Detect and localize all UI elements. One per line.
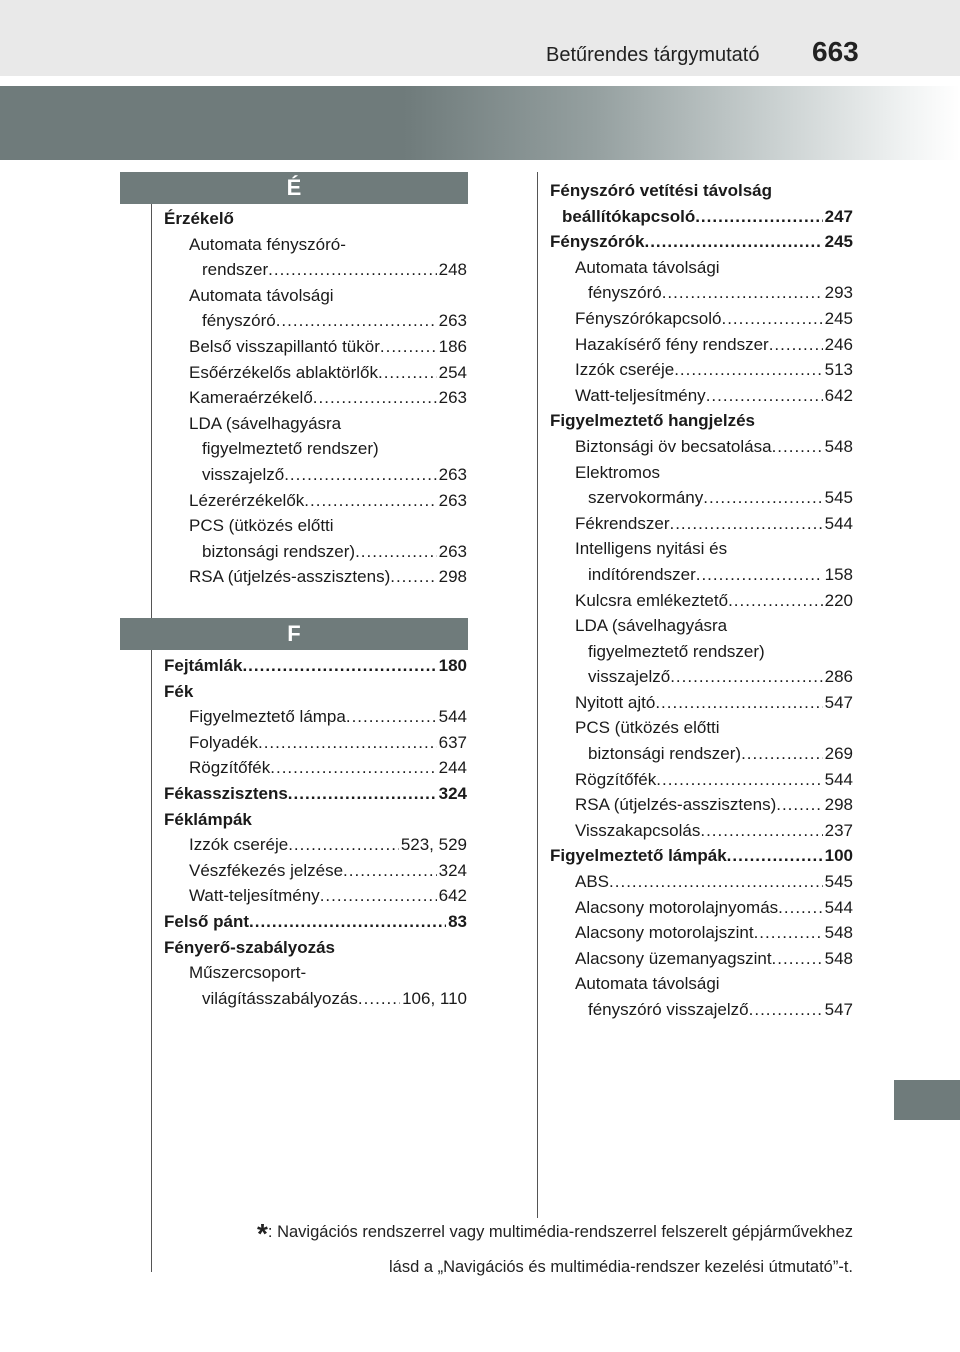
dot-leader	[728, 588, 823, 614]
index-entry-page: 642	[438, 886, 467, 906]
dot-leader	[288, 832, 399, 858]
index-entry-page: 180	[438, 656, 467, 675]
index-entry-page: 298	[438, 567, 467, 587]
index-entry-term: Kameraérzékelő	[189, 388, 313, 408]
left-margin-rule	[151, 172, 152, 1272]
dot-leader	[320, 883, 437, 909]
index-entry-term: LDA (sávelhagyásra	[189, 413, 342, 433]
index-entry-term: figyelmeztető rendszer)	[202, 439, 379, 459]
dot-leader	[609, 869, 823, 895]
index-entry	[550, 562, 853, 588]
index-entry-page: 263	[438, 541, 467, 561]
index-entry-term: Automata távolsági	[575, 257, 720, 277]
index-entry-page: 220	[824, 590, 853, 610]
index-entry	[550, 946, 853, 972]
index-entry	[164, 206, 467, 232]
dot-leader	[313, 385, 437, 411]
index-entry	[550, 408, 853, 434]
index-entry-page: 100	[824, 846, 853, 866]
index-entry-term: PCS (ütközés előtti	[575, 718, 720, 738]
index-entry-term: Fényszórók	[550, 232, 645, 252]
dot-leader	[270, 755, 436, 781]
index-entry	[164, 283, 467, 309]
index-entry-page: 545	[824, 872, 853, 892]
dot-leader	[380, 334, 437, 360]
dot-leader	[741, 741, 823, 767]
index-entry-term: biztonsági rendszer)	[202, 541, 356, 561]
index-entry-term: Alacsony motorolajnyomás	[575, 897, 779, 917]
index-entry-page: 637	[438, 732, 467, 752]
index-entry-term: Figyelmeztető lámpa	[189, 707, 346, 727]
page-number: 663	[812, 36, 859, 67]
dot-leader	[249, 909, 446, 935]
index-entry-term: Rögzítőfék	[189, 758, 271, 778]
index-entry-term: Alacsony motorolajszint	[575, 923, 754, 943]
index-entry	[164, 334, 467, 360]
index-entry	[550, 767, 853, 793]
index-entry-page: 544	[824, 897, 853, 917]
dot-leader	[695, 204, 822, 230]
index-entry-term: Fejtámlák	[164, 656, 243, 675]
index-entry	[550, 255, 853, 281]
dot-leader	[644, 229, 822, 255]
index-entry-term: Alacsony üzemanyagszint	[575, 948, 772, 968]
index-entry	[550, 588, 853, 614]
index-entry-page: 186	[438, 336, 467, 356]
index-entry	[550, 613, 853, 639]
index-entry-page: 244	[438, 758, 467, 778]
index-entry-page: 298	[824, 795, 853, 815]
dot-leader	[696, 562, 823, 588]
index-entry-term: Automata fényszóró-	[189, 234, 346, 254]
index-entry-term: Figyelmeztető hangjelzés	[550, 411, 755, 431]
index-entry	[550, 715, 853, 741]
index-entry	[164, 807, 467, 833]
index-entry	[550, 229, 853, 255]
index-entry-term: Biztonsági öv becsatolása	[575, 436, 772, 456]
index-entry-page: 548	[824, 436, 853, 456]
index-entry-term: ABS	[575, 872, 610, 892]
index-entry-page: 642	[824, 385, 853, 405]
index-entry-term: Esőérzékelős ablaktörlők	[189, 362, 378, 382]
index-entry	[164, 308, 467, 334]
index-entry-term: fényszóró	[588, 283, 662, 303]
index-entry-page: 237	[824, 820, 853, 840]
index-entry-page: 263	[438, 490, 467, 510]
index-entry-page: 548	[824, 923, 853, 943]
index-entry	[550, 792, 853, 818]
index-entry-term: Fényszórókapcsoló	[575, 308, 722, 328]
index-entry-term: beállítókapcsoló	[562, 206, 696, 226]
index-entry-term: fényszóró visszajelző	[588, 1000, 749, 1019]
index-entry-term: Figyelmeztető lámpák	[550, 846, 727, 866]
header-banner	[0, 86, 960, 160]
dot-leader	[346, 704, 437, 730]
index-entry-page: 269	[824, 744, 853, 764]
index-entry-page: 324	[438, 860, 467, 880]
index-entry	[550, 204, 853, 230]
index-entry	[550, 843, 853, 869]
index-entry	[550, 639, 853, 665]
dot-leader	[288, 781, 437, 807]
dot-leader	[276, 308, 437, 334]
index-entry-page: 544	[438, 707, 467, 727]
index-entry-page: 513	[824, 360, 853, 380]
dot-leader	[727, 843, 823, 869]
dot-leader	[304, 488, 436, 514]
index-entry-page: 247	[824, 206, 853, 226]
index-entry	[164, 960, 467, 986]
index-entry-term: szervokormány	[588, 488, 704, 508]
index-entry-page: 324	[438, 783, 467, 803]
index-entry	[164, 385, 467, 411]
section-header-e-acute: É	[120, 172, 468, 204]
index-entry-page: 548	[824, 948, 853, 968]
dot-leader	[343, 858, 437, 884]
index-entry	[550, 178, 853, 204]
index-entry-term: Fényerő-szabályozás	[164, 937, 336, 957]
index-entry	[164, 883, 467, 909]
dot-leader	[669, 511, 822, 537]
index-entry-term: Fék	[164, 681, 194, 701]
index-entry-term: Intelligens nyitási és	[575, 539, 728, 559]
index-entry-term: visszajelző	[588, 667, 671, 687]
index-entry	[164, 411, 467, 437]
section-header-f: F	[120, 618, 468, 650]
index-entry-term: fényszóró	[202, 311, 276, 331]
index-entry-page: 158	[824, 564, 853, 584]
index-entry	[550, 536, 853, 562]
index-entry	[550, 280, 853, 306]
index-entry	[164, 858, 467, 884]
index-entry-page: 248	[438, 260, 467, 280]
index-entry	[164, 935, 467, 961]
index-entry-page: 545	[824, 488, 853, 508]
footnote	[133, 1218, 853, 1277]
dot-leader	[656, 767, 822, 793]
footnote-line-2: lásd a „Navigációs és multimédia-rendszer kezelési útmutató”-t.	[388, 1258, 853, 1276]
index-entry-term: Féklámpák	[164, 809, 252, 829]
index-entry	[550, 664, 853, 690]
index-entry	[550, 818, 853, 844]
index-entry-term: RSA (útjelzés-asszisztens)	[189, 567, 391, 587]
dot-leader	[772, 946, 823, 972]
dot-leader	[778, 895, 822, 921]
index-entry	[164, 755, 467, 781]
index-entry	[550, 895, 853, 921]
index-entry	[550, 869, 853, 895]
index-entry-term: indítórendszer	[588, 564, 696, 584]
dot-leader	[700, 818, 822, 844]
index-column-e	[164, 206, 467, 590]
dot-leader	[242, 653, 436, 679]
dot-leader	[258, 730, 437, 756]
index-entry-page: 106, 110	[402, 988, 467, 1008]
index-entry	[550, 357, 853, 383]
index-entry	[164, 653, 467, 679]
index-entry	[164, 513, 467, 539]
dot-leader	[358, 986, 400, 1012]
dot-leader	[655, 690, 822, 716]
index-entry	[164, 679, 467, 705]
index-entry	[164, 986, 467, 1012]
index-entry-term: Nyitott ajtó	[575, 692, 656, 712]
index-entry-term: Érzékelő	[164, 209, 234, 228]
index-column-right	[550, 178, 853, 1023]
index-entry-term: Fékasszisztens	[164, 783, 288, 803]
index-entry-page: 544	[824, 769, 853, 789]
dot-leader	[355, 539, 437, 565]
index-entry-page: 293	[824, 283, 853, 303]
index-entry	[550, 741, 853, 767]
index-entry-page: 254	[438, 362, 467, 382]
index-entry-term: világításszabályozás	[202, 988, 358, 1008]
index-entry-term: rendszer	[202, 260, 269, 280]
index-entry	[164, 436, 467, 462]
index-entry-term: RSA (útjelzés-asszisztens)	[575, 795, 777, 815]
dot-leader	[390, 564, 436, 590]
index-entry	[550, 332, 853, 358]
index-entry-page: 263	[438, 464, 467, 484]
dot-leader	[378, 360, 437, 386]
index-entry	[164, 539, 467, 565]
column-divider	[537, 172, 538, 1218]
index-entry-term: PCS (ütközés előtti	[189, 516, 334, 536]
index-column-f	[164, 653, 467, 1011]
dot-leader	[721, 306, 822, 332]
index-entry-term: Izzók cseréje	[575, 360, 675, 380]
footnote-star: *	[257, 1218, 268, 1249]
index-entry-term: Fékrendszer	[575, 513, 670, 533]
dot-leader	[706, 383, 823, 409]
dot-leader	[772, 434, 823, 460]
index-entry-page: 263	[438, 311, 467, 331]
footnote-text-1: : Navigációs rendszerrel vagy multimédia-rendszerrel felszerelt gépjárművekhez	[267, 1223, 853, 1241]
index-entry	[550, 997, 853, 1023]
index-entry-term: Vészfékezés jelzése	[189, 860, 344, 880]
index-entry-term: Lézerérzékelők	[189, 490, 305, 510]
index-side-tab	[894, 1080, 960, 1120]
index-entry	[164, 564, 467, 590]
index-entry-term: visszajelző	[202, 464, 285, 484]
index-entry-term: Belső visszapillantó tükör	[189, 336, 380, 356]
dot-leader	[662, 280, 823, 306]
index-entry-term: Műszercsoport-	[189, 963, 307, 983]
index-entry-term: Automata távolsági	[575, 974, 720, 994]
index-entry	[164, 360, 467, 386]
index-entry	[550, 434, 853, 460]
index-entry-term: Hazakísérő fény rendszer	[575, 334, 769, 354]
index-entry-page: 286	[824, 667, 853, 687]
index-entry-page: 245	[824, 232, 853, 252]
index-entry	[550, 383, 853, 409]
index-entry-page: 544	[824, 513, 853, 533]
index-entry-term: LDA (sávelhagyásra	[575, 616, 728, 636]
index-entry	[550, 971, 853, 997]
index-entry-term: Felső pánt	[164, 911, 250, 931]
dot-leader	[776, 792, 822, 818]
dot-leader	[670, 664, 822, 690]
index-entry-page: 547	[824, 1000, 853, 1019]
index-entry-term: Folyadék	[189, 732, 258, 752]
index-entry-page: 547	[824, 692, 853, 712]
index-entry-page: 263	[438, 388, 467, 408]
index-entry	[164, 462, 467, 488]
index-entry-term: Izzók cseréje	[189, 835, 289, 855]
dot-leader	[674, 357, 822, 383]
index-entry	[164, 704, 467, 730]
index-entry	[550, 511, 853, 537]
index-entry	[164, 832, 467, 858]
index-entry	[164, 781, 467, 807]
index-entry	[164, 257, 467, 283]
dot-leader	[749, 997, 823, 1023]
index-entry	[550, 460, 853, 486]
index-entry	[164, 730, 467, 756]
dot-leader	[754, 920, 823, 946]
dot-leader	[284, 462, 436, 488]
index-entry	[550, 690, 853, 716]
index-entry-page: 83	[448, 911, 467, 931]
index-entry-page: 245	[824, 308, 853, 328]
index-entry	[164, 232, 467, 258]
index-entry	[550, 485, 853, 511]
index-entry-term: figyelmeztető rendszer)	[588, 641, 765, 661]
index-entry-term: biztonsági rendszer)	[588, 744, 742, 764]
index-entry-term: Watt-teljesítmény	[575, 385, 706, 405]
dot-leader	[769, 332, 823, 358]
dot-leader	[268, 257, 436, 283]
index-entry-term: Rögzítőfék	[575, 769, 657, 789]
index-entry-term: Automata távolsági	[189, 285, 334, 305]
index-entry	[164, 488, 467, 514]
index-entry	[550, 306, 853, 332]
index-entry-term: Visszakapcsolás	[575, 820, 701, 840]
index-entry-term: Kulcsra emlékeztető	[575, 590, 729, 610]
page-title: Betűrendes tárgymutató	[546, 44, 760, 66]
footnote-line-1	[133, 1218, 853, 1250]
dot-leader	[703, 485, 822, 511]
index-entry-page: 246	[824, 334, 853, 354]
index-entry	[164, 909, 467, 935]
index-entry-term: Watt-teljesítmény	[189, 886, 320, 906]
index-entry-page: 523, 529	[400, 835, 467, 855]
index-entry-term: Elektromos	[575, 462, 661, 482]
index-entry	[550, 920, 853, 946]
index-entry-term: Fényszóró vetítési távolság	[550, 181, 773, 200]
